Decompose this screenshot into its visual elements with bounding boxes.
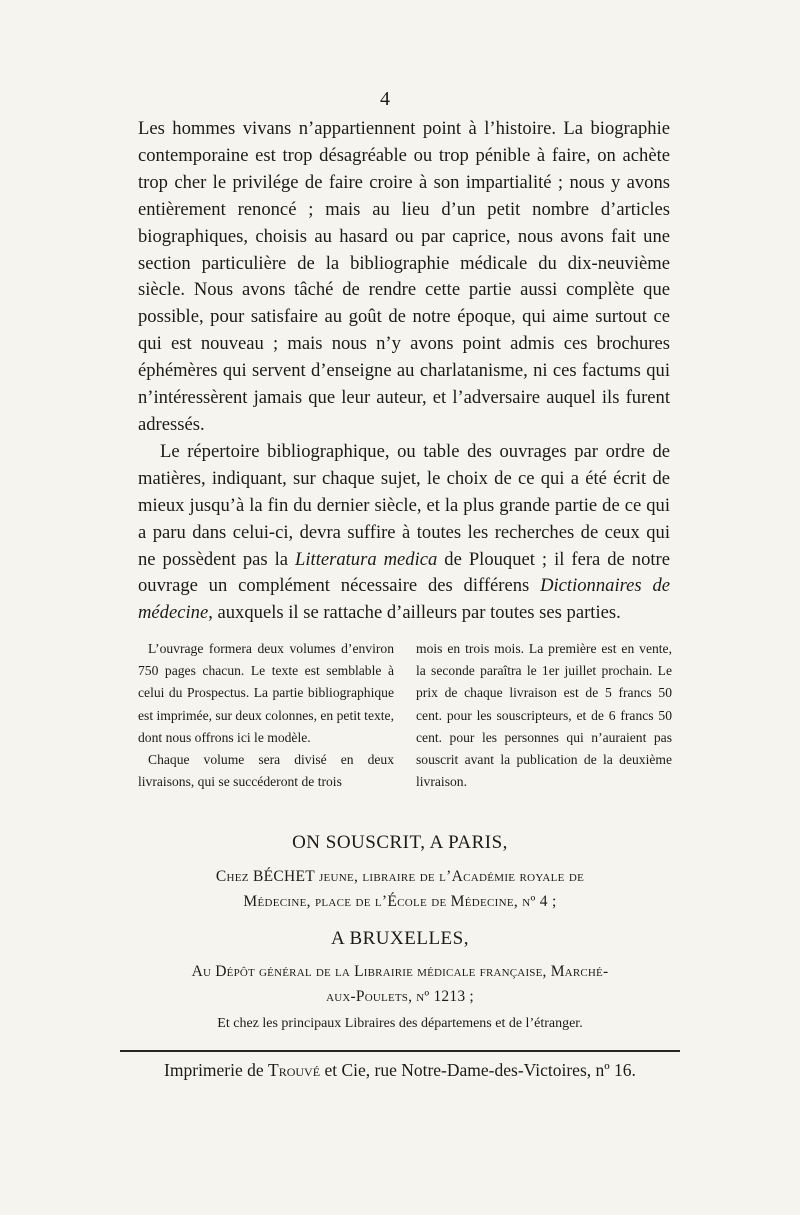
main-text [138, 116, 670, 627]
printer-name: Trouvé [268, 1060, 321, 1080]
page-number: 4 [380, 88, 390, 110]
paragraph-repertoire [138, 439, 670, 627]
paragraph-repertoire-part2: de Plouquet ; il fera de notre ouvrage un complément nécessaire des différens [138, 548, 670, 597]
imprint-address: et Cie, rue Notre-Dame-des-Victoires, nº 16. [320, 1060, 636, 1080]
bruxelles-address [110, 959, 690, 1009]
paris-address [110, 864, 690, 914]
bruxelles-address-line2: aux-Poulets, nº 1213 ; [326, 988, 474, 1005]
subscribe-paris-heading: ON SOUSCRIT, A PARIS, [292, 832, 508, 853]
title-dictionnaires: Dictionnaires de médecine [138, 575, 670, 624]
notice-price: mois en trois mois. La première est en vente, la seconde paraîtra le 1er juillet prochain. Le prix de chaque livraison est de 5 francs 50 cent. pour les souscripteurs, et de 6 francs 50 cent. pour les personnes qui n’auraient pas souscrit avant la publication de la deuxième livraison. [416, 641, 672, 790]
publication-notice [138, 638, 672, 793]
notice-livraisons: Chaque volume sera divisé en deux livraisons, qui se succéderont de trois [138, 752, 394, 790]
notice-right-column [416, 638, 672, 793]
printer-imprint [110, 1060, 690, 1081]
paragraph-repertoire-part3: , auxquels il se rattache d’ailleurs par toutes ses parties. [208, 602, 621, 624]
paragraph-biography: Les hommes vivans n’appartiennent point à l’histoire. La biographie contemporaine est trop désagréable ou trop pénible à faire, on achète trop cher le privilége de faire croire à son impartialité ; nous y avons entièrement renoncé ; mais au lieu d’un petit nombre d’articles biographiques, choisis au hasard ou par caprice, nous avons fait une section particulière de la bibliographie médicale du dix-neuvième siècle. Nous avons tâché de rendre cette partie aussi complète que possible, pour satisfaire au goût de notre époque, qui aime surtout ce qui est nouveau ; mais nous n’y avons point admis ces brochures éphémères qui servent d’enseigne au charlatanisme, ni ces factums qui n’intéressèrent jamais que leur auteur, et l’adversaire auquel ils furent adressés. [138, 118, 670, 435]
notice-volumes: L’ouvrage formera deux volumes d’environ 750 pages chacun. Le texte est semblable à celui du Prospectus. La partie bibliographique est imprimée, sur deux colonnes, en petit texte, dont nous offrons ici le modèle. [138, 641, 394, 745]
paragraph-repertoire-part1: Le répertoire bibliographique, ou table des ouvrages par ordre de matières, indiquant, sur chaque sujet, le choix de ce qui a été écrit de mieux jusqu’à la fin du dernier siècle, et la plus grande partie de ce qui a paru dans celui-ci, devra suffire à toutes les recherches de ceux qui ne possèdent pas la [138, 440, 670, 570]
paris-address-line2: Médecine, place de l’École de Médecine, nº 4 ; [243, 893, 557, 910]
paris-address-line1: Chez BÉCHET jeune, libraire de l’Académie royale de [215, 868, 585, 885]
bruxelles-address-line1: Au Dépôt général de la Librairie médicale française, Marché- [191, 963, 609, 980]
imprint-prefix: Imprimerie de [164, 1060, 269, 1080]
horizontal-rule [120, 1050, 680, 1052]
other-booksellers: Et chez les principaux Libraires des départemens et de l’étranger. [217, 1016, 583, 1031]
notice-left-column [138, 638, 394, 793]
subscribe-bruxelles-heading: A BRUXELLES, [331, 928, 469, 949]
title-litteratura-medica: Litteratura medica [295, 548, 438, 570]
